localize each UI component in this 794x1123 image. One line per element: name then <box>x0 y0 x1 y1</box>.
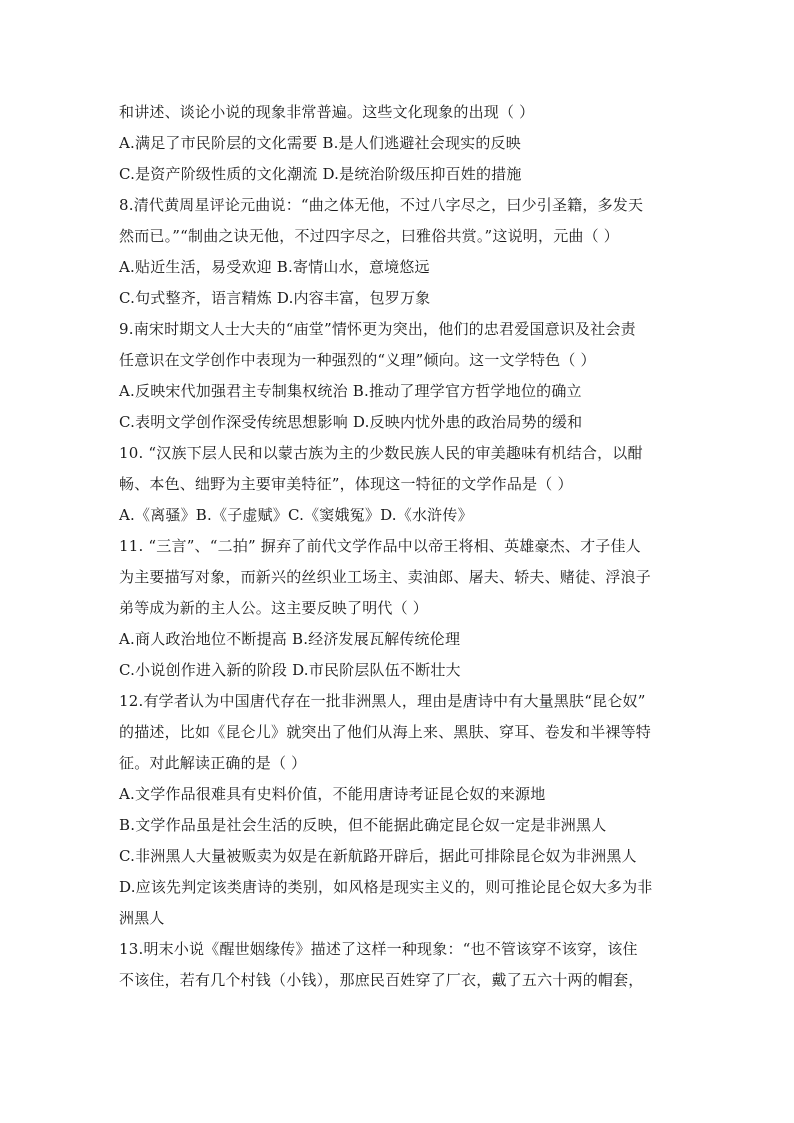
answer-option-line: A.满足了市民阶层的文化需要 B.是人们逃避社会现实的反映 <box>119 134 521 152</box>
answer-option-line: A.《离骚》B.《子虚赋》C.《窦娥冤》D.《水浒传》 <box>119 506 473 524</box>
answer-option-line: 洲黑人 <box>119 909 165 927</box>
document-body <box>119 97 679 996</box>
text-line: 和讲述、谈论小说的现象非常普遍。这些文化现象的出现（ ） <box>119 103 535 121</box>
question-10-line: 畅、本色、绌野为主要审美特征”，体现这一特征的文学作品是（ ） <box>119 475 573 493</box>
answer-option-line: C.表明文学创作深受传统思想影响 D.反映内忧外患的政治局势的缓和 <box>119 413 583 431</box>
answer-option-line: D.应该先判定该类唐诗的类别，如风格是现实主义的，则可推论昆仑奴大多为非 <box>119 878 653 896</box>
answer-option-line: C.句式整齐，语言精炼 D.内容丰富，包罗万象 <box>119 289 431 307</box>
answer-option-line: A.贴近生活，易受欢迎 B.寄情山水，意境悠远 <box>119 258 430 276</box>
question-11-line: 弟等成为新的主人公。这主要反映了明代（ ） <box>119 599 428 617</box>
answer-option-line: C.是资产阶级性质的文化潮流 D.是统治阶级压抑百姓的措施 <box>119 165 522 183</box>
question-12-line: 征。对此解读正确的是（ ） <box>119 754 307 772</box>
question-11-line: 为主要描写对象，而新兴的丝织业工场主、卖油郎、屠夫、轿夫、赌徒、浮浪子 <box>119 568 652 586</box>
answer-option-line: A.文学作品很难具有史料价值，不能用唐诗考证昆仑奴的来源地 <box>119 785 546 803</box>
answer-option-line: A.商人政治地位不断提高 B.经济发展瓦解传统伦理 <box>119 630 461 648</box>
question-12-line: 12.有学者认为中国唐代存在一批非洲黑人，理由是唐诗中有大量黑肤“昆仑奴” <box>119 692 646 710</box>
question-8-line: 8.清代黄周星评论元曲说：“曲之体无他，不过八字尽之，曰少引圣籍，多发天 <box>119 196 644 214</box>
question-12-line: 的描述，比如《昆仑儿》就突出了他们从海上来、黑肤、穿耳、卷发和半裸等特 <box>119 723 652 741</box>
question-9-line: 任意识在文学创作中表现为一种强烈的“义理”倾向。这一文学特色（ ） <box>119 351 596 369</box>
question-10-line: 10. “汉族下层人民和以蒙古族为主的少数民族人民的审美趣味有机结合，以酣 <box>119 444 643 462</box>
answer-option-line: A.反映宋代加强君主专制集权统治 B.推动了理学官方哲学地位的确立 <box>119 382 582 400</box>
question-8-line: 然而已。”“制曲之诀无他，不过四字尽之，曰雅俗共赏。”这说明，元曲（ ） <box>119 227 619 245</box>
answer-option-line: B.文学作品虽是社会生活的反映，但不能据此确定昆仑奴一定是非洲黑人 <box>119 816 607 834</box>
question-13-line: 不该住，若有几个村钱（小钱），那庶民百姓穿了厂衣，戴了五六十两的帽套， <box>119 971 644 989</box>
answer-option-line: C.非洲黑人大量被贩卖为奴是在新航路开辟后，据此可排除昆仑奴为非洲黑人 <box>119 847 637 865</box>
answer-option-line: C.小说创作进入新的阶段 D.市民阶层队伍不断壮大 <box>119 661 461 679</box>
question-13-line: 13.明末小说《醒世姻缘传》描述了这样一种现象：“也不管该穿不该穿，该住 <box>119 940 638 958</box>
question-11-line: 11. “三言”、“二拍” 摒弃了前代文学作品中以帝王将相、英雄豪杰、才子佳人 <box>119 537 641 555</box>
question-9-line: 9.南宋时期文人士大夫的“庙堂”情怀更为突出，他们的忠君爱国意识及社会责 <box>119 320 636 338</box>
